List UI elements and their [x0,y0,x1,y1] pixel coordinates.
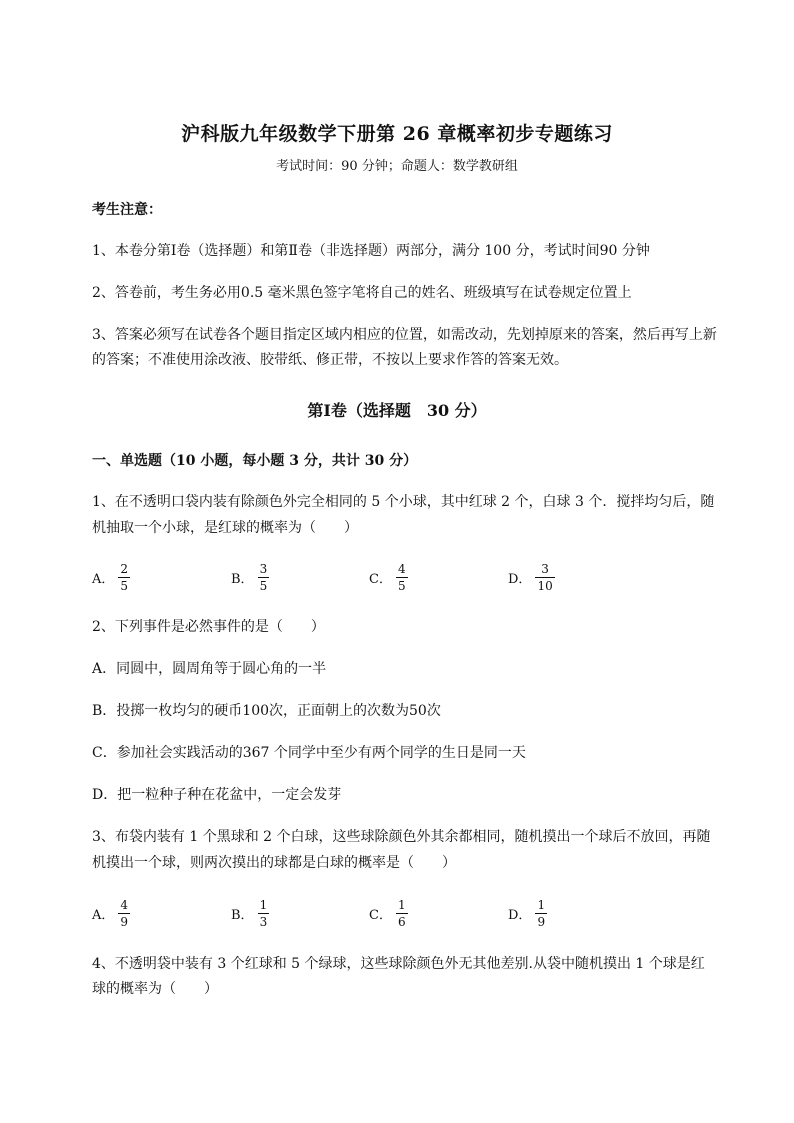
fraction [396,562,408,593]
fraction [535,562,554,593]
fraction-bar [396,577,408,578]
notice-item: 3、答案必须写在试卷各个题目指定区域内相应的位置，如需改动，先划掉原来的答案，然后再写上新 [92,327,717,343]
fraction-bar [258,913,270,914]
numerator: 4 [120,897,129,912]
denominator: 5 [120,578,129,593]
denominator: 10 [537,578,553,593]
fraction-bar [118,913,130,914]
option-b [231,895,269,931]
denominator: 3 [259,914,268,929]
notice-heading: 考生注意： [92,202,162,218]
option-c [369,895,408,931]
question-3-options [92,895,712,931]
question-3-stem: 3、布袋内装有 1 个黑球和 2 个白球，这些球除颜色外其余都相同，随机摸出一个球后不放回，再随 [92,829,711,845]
fraction-bar [535,577,554,578]
question-2-option-d: D．把一粒种子种在花盆中，一定会发芽 [92,787,342,803]
option-letter: B． [231,571,254,587]
part-heading: 一、单选题（10 小题，每小题 3 分，共计 30 分） [92,453,418,469]
option-letter: D． [508,907,532,923]
section-title: 第Ⅰ卷（选择题 30 分） [307,401,487,420]
question-4-stem: 4、不透明袋中装有 3 个红球和 5 个绿球，这些球除颜色外无其他差别.从袋中随机摸出 1 个球是红 [92,956,705,972]
exam-info: 考试时间：90 分钟；命题人：数学教研组 [276,159,518,174]
option-a [92,559,130,595]
denominator: 6 [397,914,406,929]
option-letter: A． [92,907,115,923]
denominator: 9 [537,914,546,929]
option-letter: D． [508,571,532,587]
denominator: 9 [120,914,129,929]
question-3-stem: 机摸出一个球，则两次摸出的球都是白球的概率是（ ） [92,855,456,871]
notice-item: 1、本卷分第Ⅰ卷（选择题）和第Ⅱ卷（非选择题）两部分，满分 100 分，考试时间90 分钟 [92,243,650,259]
option-d [508,559,555,595]
option-a [92,895,130,931]
page-title: 沪科版九年级数学下册第 26 章概率初步专题练习 [181,123,613,145]
fraction [396,898,408,929]
fraction [118,562,130,593]
question-2-option-a: A．同圆中，圆周角等于圆心角的一半 [92,661,327,677]
question-4-stem: 球的概率为（ ） [92,981,218,997]
fraction-bar [535,913,547,914]
option-c [369,559,408,595]
fraction-bar [258,577,270,578]
denominator: 5 [397,578,406,593]
numerator: 1 [397,897,406,912]
question-2-option-b: B．投掷一枚均匀的硬币100次，正面朝上的次数为50次 [92,703,441,719]
option-letter: B． [231,907,254,923]
fraction-bar [396,913,408,914]
numerator: 3 [259,561,268,576]
fraction [118,898,130,929]
numerator: 3 [541,561,549,576]
denominator: 5 [259,578,268,593]
question-2-option-c: C．参加社会实践活动的367 个同学中至少有两个同学的生日是同一天 [92,745,526,761]
option-letter: C． [369,907,392,923]
notice-item: 的答案；不准使用涂改液、胶带纸、修正带，不按以上要求作答的答案无效。 [92,352,568,368]
fraction [535,898,547,929]
numerator: 4 [397,561,406,576]
notice-item: 2、答卷前，考生务必用0.5 毫米黑色签字笔将自己的姓名、班级填写在试卷规定位置上 [92,285,632,301]
option-d [508,895,547,931]
option-b [231,559,269,595]
option-letter: C． [369,571,392,587]
fraction [258,898,270,929]
fraction [258,562,270,593]
fraction-bar [118,577,130,578]
question-1-stem: 机抽取一个小球，是红球的概率为（ ） [92,520,358,536]
numerator: 2 [120,561,129,576]
question-1-stem: 1、在不透明口袋内装有除颜色外完全相同的 5 个小球，其中红球 2 个，白球 3 个．搅拌均匀后，随 [92,494,715,510]
numerator: 1 [537,897,546,912]
question-2-stem: 2、下列事件是必然事件的是（ ） [92,619,325,635]
question-1-options [92,559,712,595]
option-letter: A． [92,571,115,587]
numerator: 1 [259,897,268,912]
